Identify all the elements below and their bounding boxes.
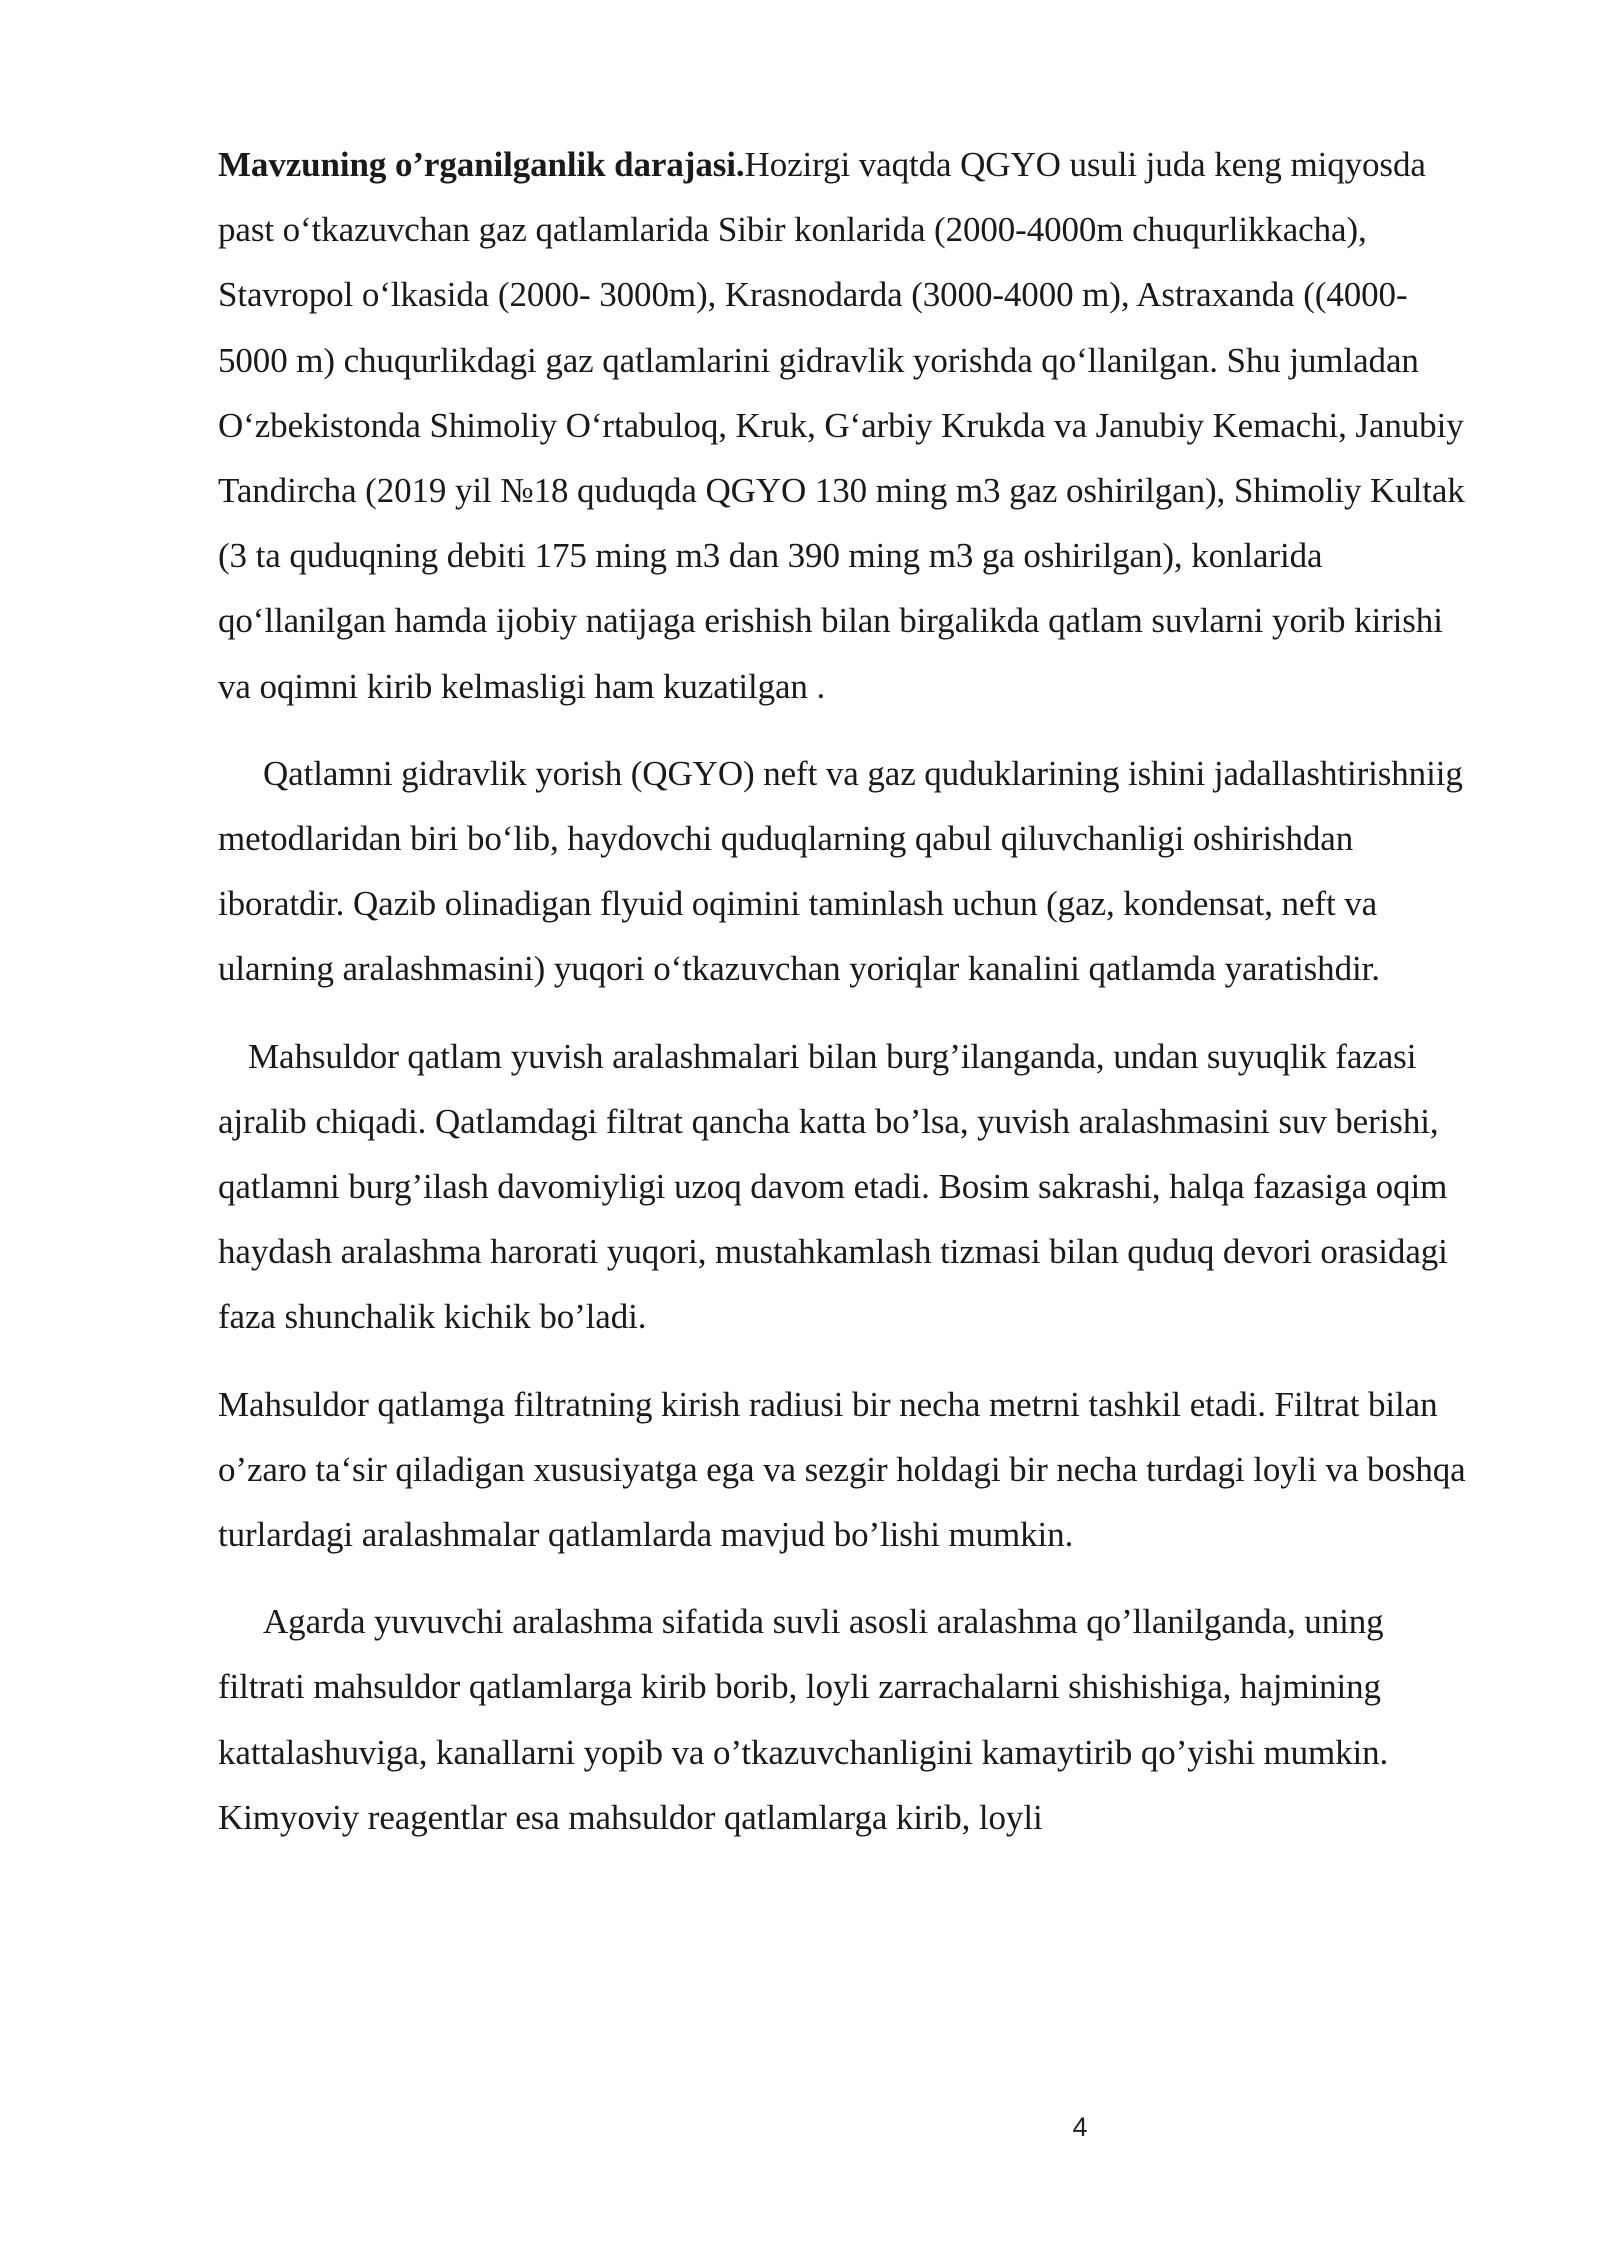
- paragraph-1-text: Hozirgi vaqtda QGYO usuli juda keng miqyosda past o‘tkazuvchan gaz qatlamlarida Sibir konlarida (2000-4000m chuqurlikkacha), Stavropol o‘lkasida (2000- 3000m), Krasnodarda (3000-4000 m), Astraxanda ((4000-5000 m) chuqurlikdagi gaz qatlamlarini gidravlik yorishda qo‘llanilgan. Shu jumladan O‘zbekistonda Shimoliy O‘rtabuloq, Kruk, G‘arbiy Krukda va Janubiy Kemachi, Janubiy Tandircha (2019 yil №18 quduqda QGYO 130 ming m3 gaz oshirilgan), Shimoliy Kultak (3 ta quduqning debiti 175 ming m3 dan 390 ming m3 ga oshirilgan), konlarida qo‘llanilgan hamda ijobiy natijaga erishish bilan birgalikda qatlam suvlarni yorib kirishi va oqimni kirib kelmasligi ham kuzatilgan .: [218, 145, 1465, 706]
- document-body: [218, 132, 1468, 1872]
- paragraph-2: Qatlamni gidravlik yorish (QGYO) neft va gaz quduklarining ishini jadallashtirishniig metodlaridan biri bo‘lib, haydovchi quduqlarning qabul qiluvchanligi oshirishdan iboratdir. Qazib olinadigan flyuid oqimini taminlash uchun (gaz, kondensat, neft va ularning aralashmasini) yuqori o‘tkazuvchan yoriqlar kanalini qatlamda yaratishdir.: [218, 753, 1463, 989]
- paragraph-3: Mahsuldor qatlam yuvish aralashmalari bilan burg’ilanganda, undan suyuqlik fazasi ajralib chiqadi. Qatlamdagi filtrat qancha katta bo’lsa, yuvish aralashmasini suv berishi, qatlamni burg’ilash davomiyligi uzoq davom etadi. Bosim sakrashi, halqa fazasiga oqim haydash aralashma harorati yuqori, mustahkamlash tizmasi bilan quduq devori orasidagi faza shunchalik kichik bo’ladi.: [218, 1036, 1448, 1337]
- page-number: 4: [1072, 2112, 1088, 2142]
- paragraph-5: Agarda yuvuvchi aralashma sifatida suvli asosli aralashma qo’llanilganda, uning filtrati mahsuldor qatlamlarga kirib borib, loyli zarrachalarni shishishiga, hajmining kattalashuviga, kanallarni yopib va o’tkazuvchanligini kamaytirib qo’yishi mumkin. Kimyoviy reagentlar esa mahsuldor qatlamlarga kirib, loyli: [218, 1602, 1389, 1837]
- paragraph-4: Mahsuldor qatlamga filtratning kirish radiusi bir necha metrni tashkil etadi. Filtrat bilan o’zaro ta‘sir qiladigan xususiyatga ega va sezgir holdagi bir necha turdagi loyli va boshqa turlardagi aralashmalar qatlamlarda mavjud bo’lishi mumkin.: [218, 1384, 1466, 1555]
- section-heading: Mavzuning o’rganilganlik darajasi.: [218, 145, 745, 184]
- paragraph-1: [218, 132, 1468, 719]
